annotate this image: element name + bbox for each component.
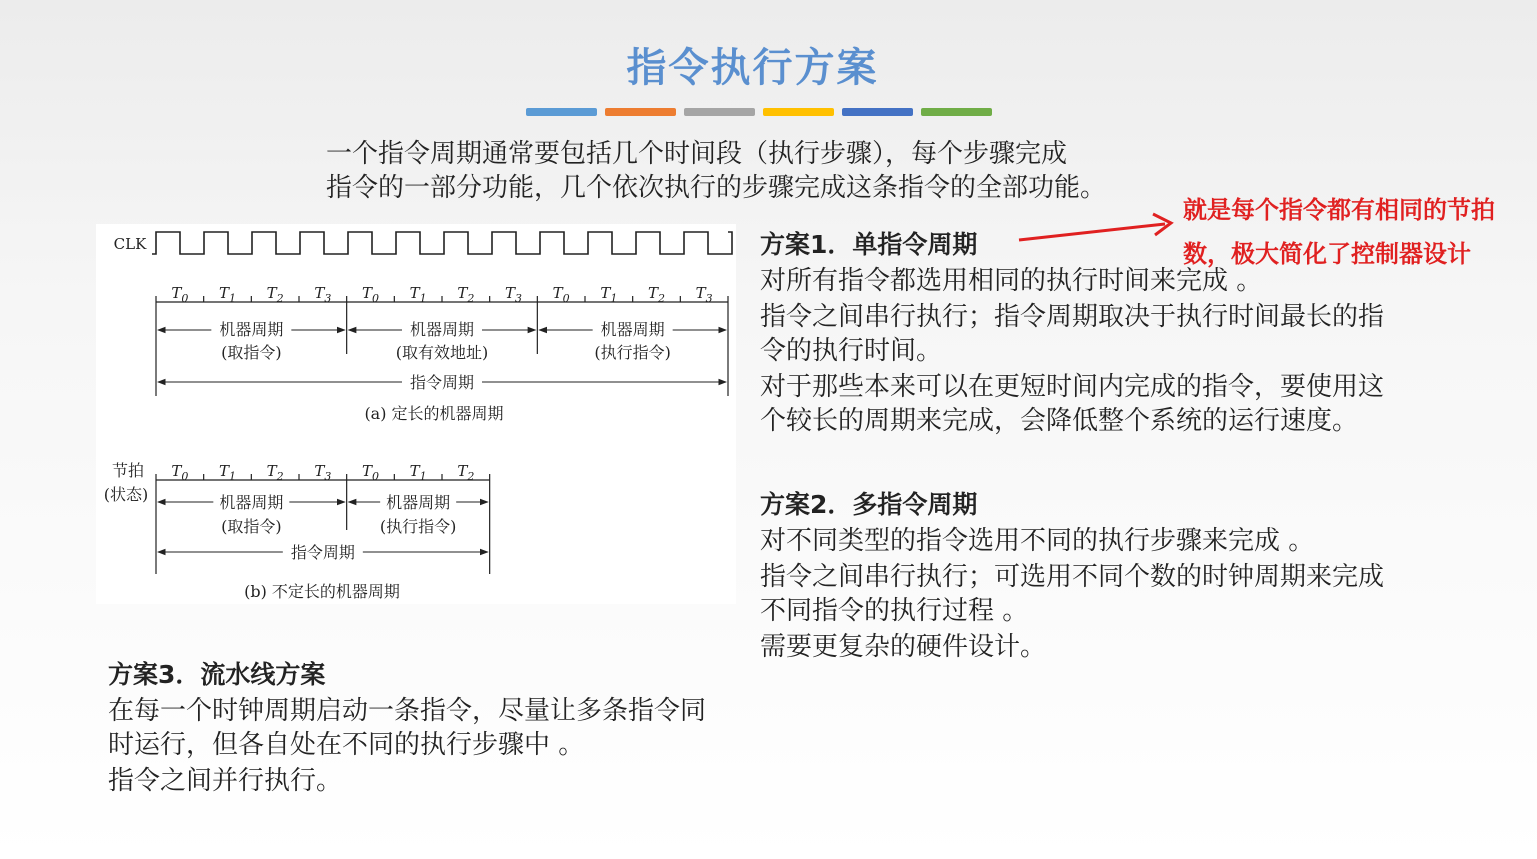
tick-label: $T_2$	[457, 462, 475, 483]
title-color-bar	[526, 108, 992, 116]
clk-waveform	[152, 232, 732, 254]
machine-cycle-sub: (执行指令)	[379, 517, 457, 536]
tick-label: $T_0$	[361, 462, 380, 483]
color-segment	[684, 108, 755, 116]
color-segment	[605, 108, 676, 116]
instr-cycle-label: 指令周期	[409, 373, 475, 392]
scheme3-heading: 方案3．流水线方案	[108, 660, 326, 689]
tick-label: $T_1$	[409, 462, 427, 483]
tick-label: $T_2$	[457, 284, 475, 305]
tick-label: $T_2$	[266, 284, 284, 305]
machine-cycle-sub: (取有效地址)	[395, 343, 489, 362]
machine-cycle-label: 机器周期	[386, 493, 451, 512]
tick-label: $T_3$	[314, 284, 332, 305]
tick-label: $T_0$	[552, 284, 570, 305]
timing-diagram	[96, 224, 736, 604]
scheme2-text-2: 指令之间串行执行；可选用不同个数的时钟周期来完成不同指令的执行过程 。	[760, 562, 1385, 626]
intro-line-2: 指令的一部分功能，几个依次执行的步骤完成这条指令的全部功能。	[326, 173, 1107, 203]
fixed-cycle-diagram	[156, 284, 728, 423]
machine-cycle-sub: (取指令)	[221, 343, 282, 362]
tick-label: $T_1$	[218, 462, 237, 483]
machine-cycle-sub: (执行指令)	[594, 343, 671, 362]
color-segment	[842, 108, 913, 116]
tick-label: $T_3$	[695, 284, 713, 305]
scheme3-text-2: 指令之间并行执行。	[108, 766, 343, 796]
scheme2-heading: 方案2．多指令周期	[760, 490, 978, 519]
beat-label: 节拍	[111, 461, 145, 480]
scheme1-heading: 方案1．单指令周期	[760, 230, 978, 259]
page-title: 指令执行方案	[626, 45, 879, 91]
clk-label: CLK	[113, 235, 147, 253]
caption-b: (b) 不定长的机器周期	[244, 582, 400, 601]
machine-cycle-label: 机器周期	[219, 493, 284, 512]
tick-label: $T_0$	[361, 284, 380, 305]
machine-cycle-label: 机器周期	[219, 320, 284, 339]
color-segment	[526, 108, 597, 116]
clk-signal	[114, 232, 732, 254]
annotation-arrow-icon	[1015, 210, 1180, 250]
scheme1-text-2: 指令之间串行执行；指令周期取决于执行时间最长的指令的执行时间。	[760, 302, 1385, 366]
caption-a: (a) 定长的机器周期	[364, 404, 504, 423]
instr-cycle-label: 指令周期	[290, 543, 355, 562]
tick-label: $T_0$	[171, 284, 189, 305]
tick-label: $T_1$	[600, 284, 618, 305]
timing-diagram-svg	[96, 224, 736, 604]
tick-label: $T_3$	[504, 284, 523, 305]
intro-line-1: 一个指令周期通常要包括几个时间段（执行步骤），每个步骤完成	[326, 139, 1068, 169]
tick-label: $T_1$	[409, 284, 427, 305]
tick-label: $T_0$	[171, 462, 189, 483]
color-segment	[763, 108, 834, 116]
scheme2-text-1: 对不同类型的指令选用不同的执行步骤来完成 。	[760, 526, 1315, 556]
machine-cycle-label: 机器周期	[409, 320, 475, 339]
annotation-note: 就是每个指令都有相同的节拍数，极大简化了控制器设计	[1183, 196, 1495, 268]
tick-label: $T_1$	[218, 284, 237, 305]
machine-cycle-sub: (取指令)	[221, 517, 282, 536]
scheme2-text-3: 需要更复杂的硬件设计。	[760, 632, 1047, 662]
scheme3-section	[108, 658, 728, 800]
tick-label: $T_2$	[647, 284, 666, 305]
tick-label: $T_3$	[314, 462, 332, 483]
scheme1-text-1: 对所有指令都选用相同的执行时间来完成 。	[760, 266, 1263, 296]
machine-cycle-label: 机器周期	[600, 320, 665, 339]
tick-label: $T_2$	[266, 462, 284, 483]
scheme3-text-1: 在每一个时钟周期启动一条指令，尽量让多条指令同时运行，但各自处在不同的执行步骤中 。	[108, 696, 707, 760]
intro-paragraph	[326, 137, 1206, 205]
variable-cycle-diagram	[104, 461, 490, 601]
scheme2-section	[760, 488, 1400, 666]
color-segment	[921, 108, 992, 116]
scheme1-text-3: 对于那些本来可以在更短时间内完成的指令，要使用这个较长的周期来完成，会降低整个系统的运行速度。	[760, 372, 1385, 436]
state-label: (状态)	[103, 485, 149, 504]
